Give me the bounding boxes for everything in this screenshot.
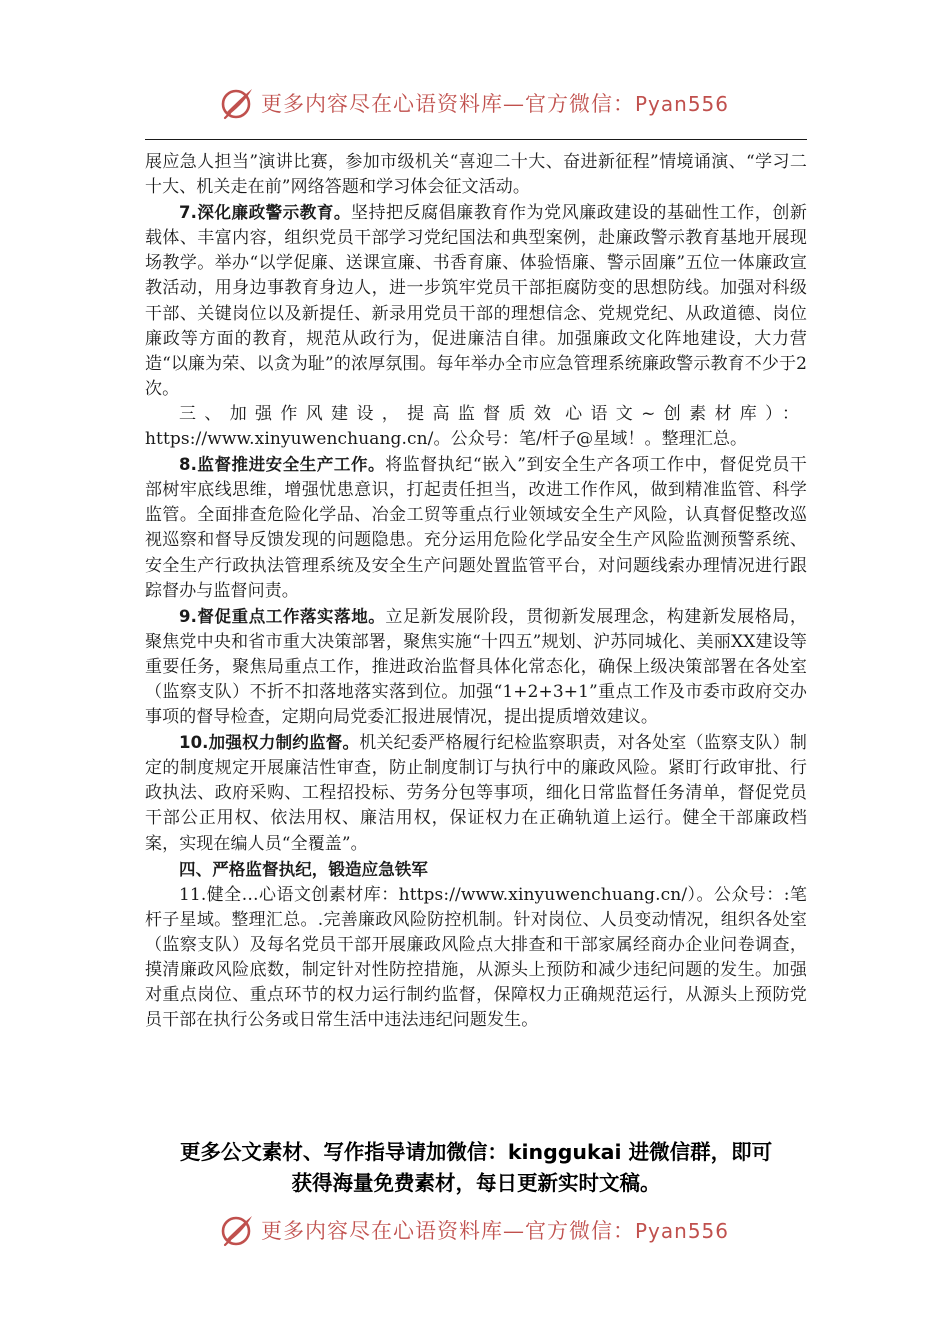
item-9-text: 立足新发展阶段，贯彻新发展理念，构建新发展格局，聚焦党中央和省市重大决策部署，聚焦实施“十四五”规划、沪苏同城化、美丽XX建设等重要任务，聚焦局重点工作，推进政治监督具体化常态化，确保上级决策部署在各处室（监察支队）不折不扣落地落实落到位。加强“1+2+3+1”重点工作及市委市政府交办事项的督导检查，定期向局党委汇报进展情况，提出提质增效建议。 [145, 606, 807, 728]
paragraph-item-9 [145, 604, 807, 730]
item-10-title: 10.加强权力制约监督。 [179, 733, 360, 753]
item-7-title: 7.深化廉政警示教育。 [179, 203, 351, 223]
document-body [145, 150, 807, 1033]
footer-text: 更多内容尽在心语资料库—官方微信：Pyan556 [260, 1219, 729, 1243]
paragraph-item-10 [145, 730, 807, 856]
item-8-text: 将监督执纪“嵌入”到安全生产各项工作中，督促党员干部树牢底线思维，增强忧患意识，打起责任担当，改进工作作风，做到精准监管、科学监管。全面排查危险化学品、冶金工贸等重点行业领域安全生产风险，认真督促整改巡视巡察和督导反馈发现的问题隐患。充分运用危险化学品安全生产风险监测预警系统、安全生产行政执法管理系统及安全生产问题处置监管平台，对问题线索办理情况进行跟踪督办与监督问责。 [145, 455, 807, 601]
quill-seal-logo-icon [221, 1213, 255, 1247]
page-header [0, 78, 950, 128]
promo-block [145, 1137, 807, 1199]
header-text: 更多内容尽在心语资料库—官方微信：Pyan556 [260, 92, 729, 116]
paragraph-item-7 [145, 200, 807, 402]
item-9-title: 9.督促重点工作落实落地。 [179, 606, 386, 626]
paragraph-item-8 [145, 452, 807, 604]
quill-seal-logo-icon [221, 86, 255, 120]
promo-line-2: 获得海量免费素材，每日更新实时文稿。 [291, 1171, 661, 1195]
header-rule [145, 139, 807, 140]
section-heading-3 [145, 402, 807, 452]
item-10-text: 机关纪委严格履行纪检监察职责，对各处室（监察支队）制定的制度规定开展廉洁性审查，防止制度制订与执行中的廉政风险。紧盯行政审批、行政执法、政府采购、工程招投标、劳务分包等事项，细化日常监督任务清单，督促党员干部公正用权、依法用权、廉洁用权，保证权力在正确轨道上运行。健全干部廉政档案，实现在编人员“全覆盖”。 [145, 733, 807, 854]
section-3-watermark: 心语文~创素材库）： [565, 403, 807, 424]
item-7-text: 坚持把反腐倡廉教育作为党风廉政建设的基础性工作，创新载体、丰富内容，组织党员干部学习党纪国法和典型案例，赴廉政警示教育基地开展现场教学。举办“以学促廉、送课宣廉、书香育廉、体验悟廉、警示固廉”五位一体廉政宣教活动，用身边事教育身边人，进一步筑牢党员干部拒腐防变的思想防线。加强对科级干部、关键岗位以及新提任、新录用党员干部的理想信念、党规党纪、从政道德、岗位廉政等方面的教育，规范从政行为，促进廉洁自律。加强廉政文化阵地建设，大力营造“以廉为荣、以贪为耻”的浓厚氛围。每年举办全市应急管理系统廉政警示教育不少于2次。 [145, 203, 807, 399]
paragraph-continuation: 展应急人担当”演讲比赛，参加市级机关“喜迎二十大、奋进新征程”情境诵演、“学习二十大、机关走在前”网络答题和学习体会征文活动。 [145, 152, 807, 198]
section-3-watermark-url: https://www.xinyuwenchuang.cn/。公众号：笔/杆子@星域！。整理汇总。 [145, 429, 748, 450]
promo-line-1: 更多公文素材、写作指导请加微信：kinggukai 进微信群，即可 [179, 1140, 773, 1164]
section-heading-4: 四、严格监督执纪，锻造应急铁军 [179, 859, 428, 879]
item-8-title: 8.监督推进安全生产工作。 [179, 455, 386, 475]
paragraph-item-11: 11.健全…心语文创素材库：https://www.xinyuwenchuang.cn/）。公众号：:笔杆子星域。整理汇总。.完善廉政风险防控机制。针对岗位、人员变动情况，组织各处室（监察支队）及每名党员干部开展廉政风险点大排查和干部家属经商办企业问卷调查，摸清廉政风险底数，制定针对性防控措施，从源头上预防和减少违纪问题的发生。加强对重点岗位、重点环节的权力运行制约监督，保障权力正确规范运行，从源头上预防党员干部在执行公务或日常生活中违法违纪问题发生。 [145, 884, 807, 1031]
section-3-title: 三、加强作风建设，提高监督质效 [179, 403, 560, 424]
page-footer [0, 1205, 950, 1255]
